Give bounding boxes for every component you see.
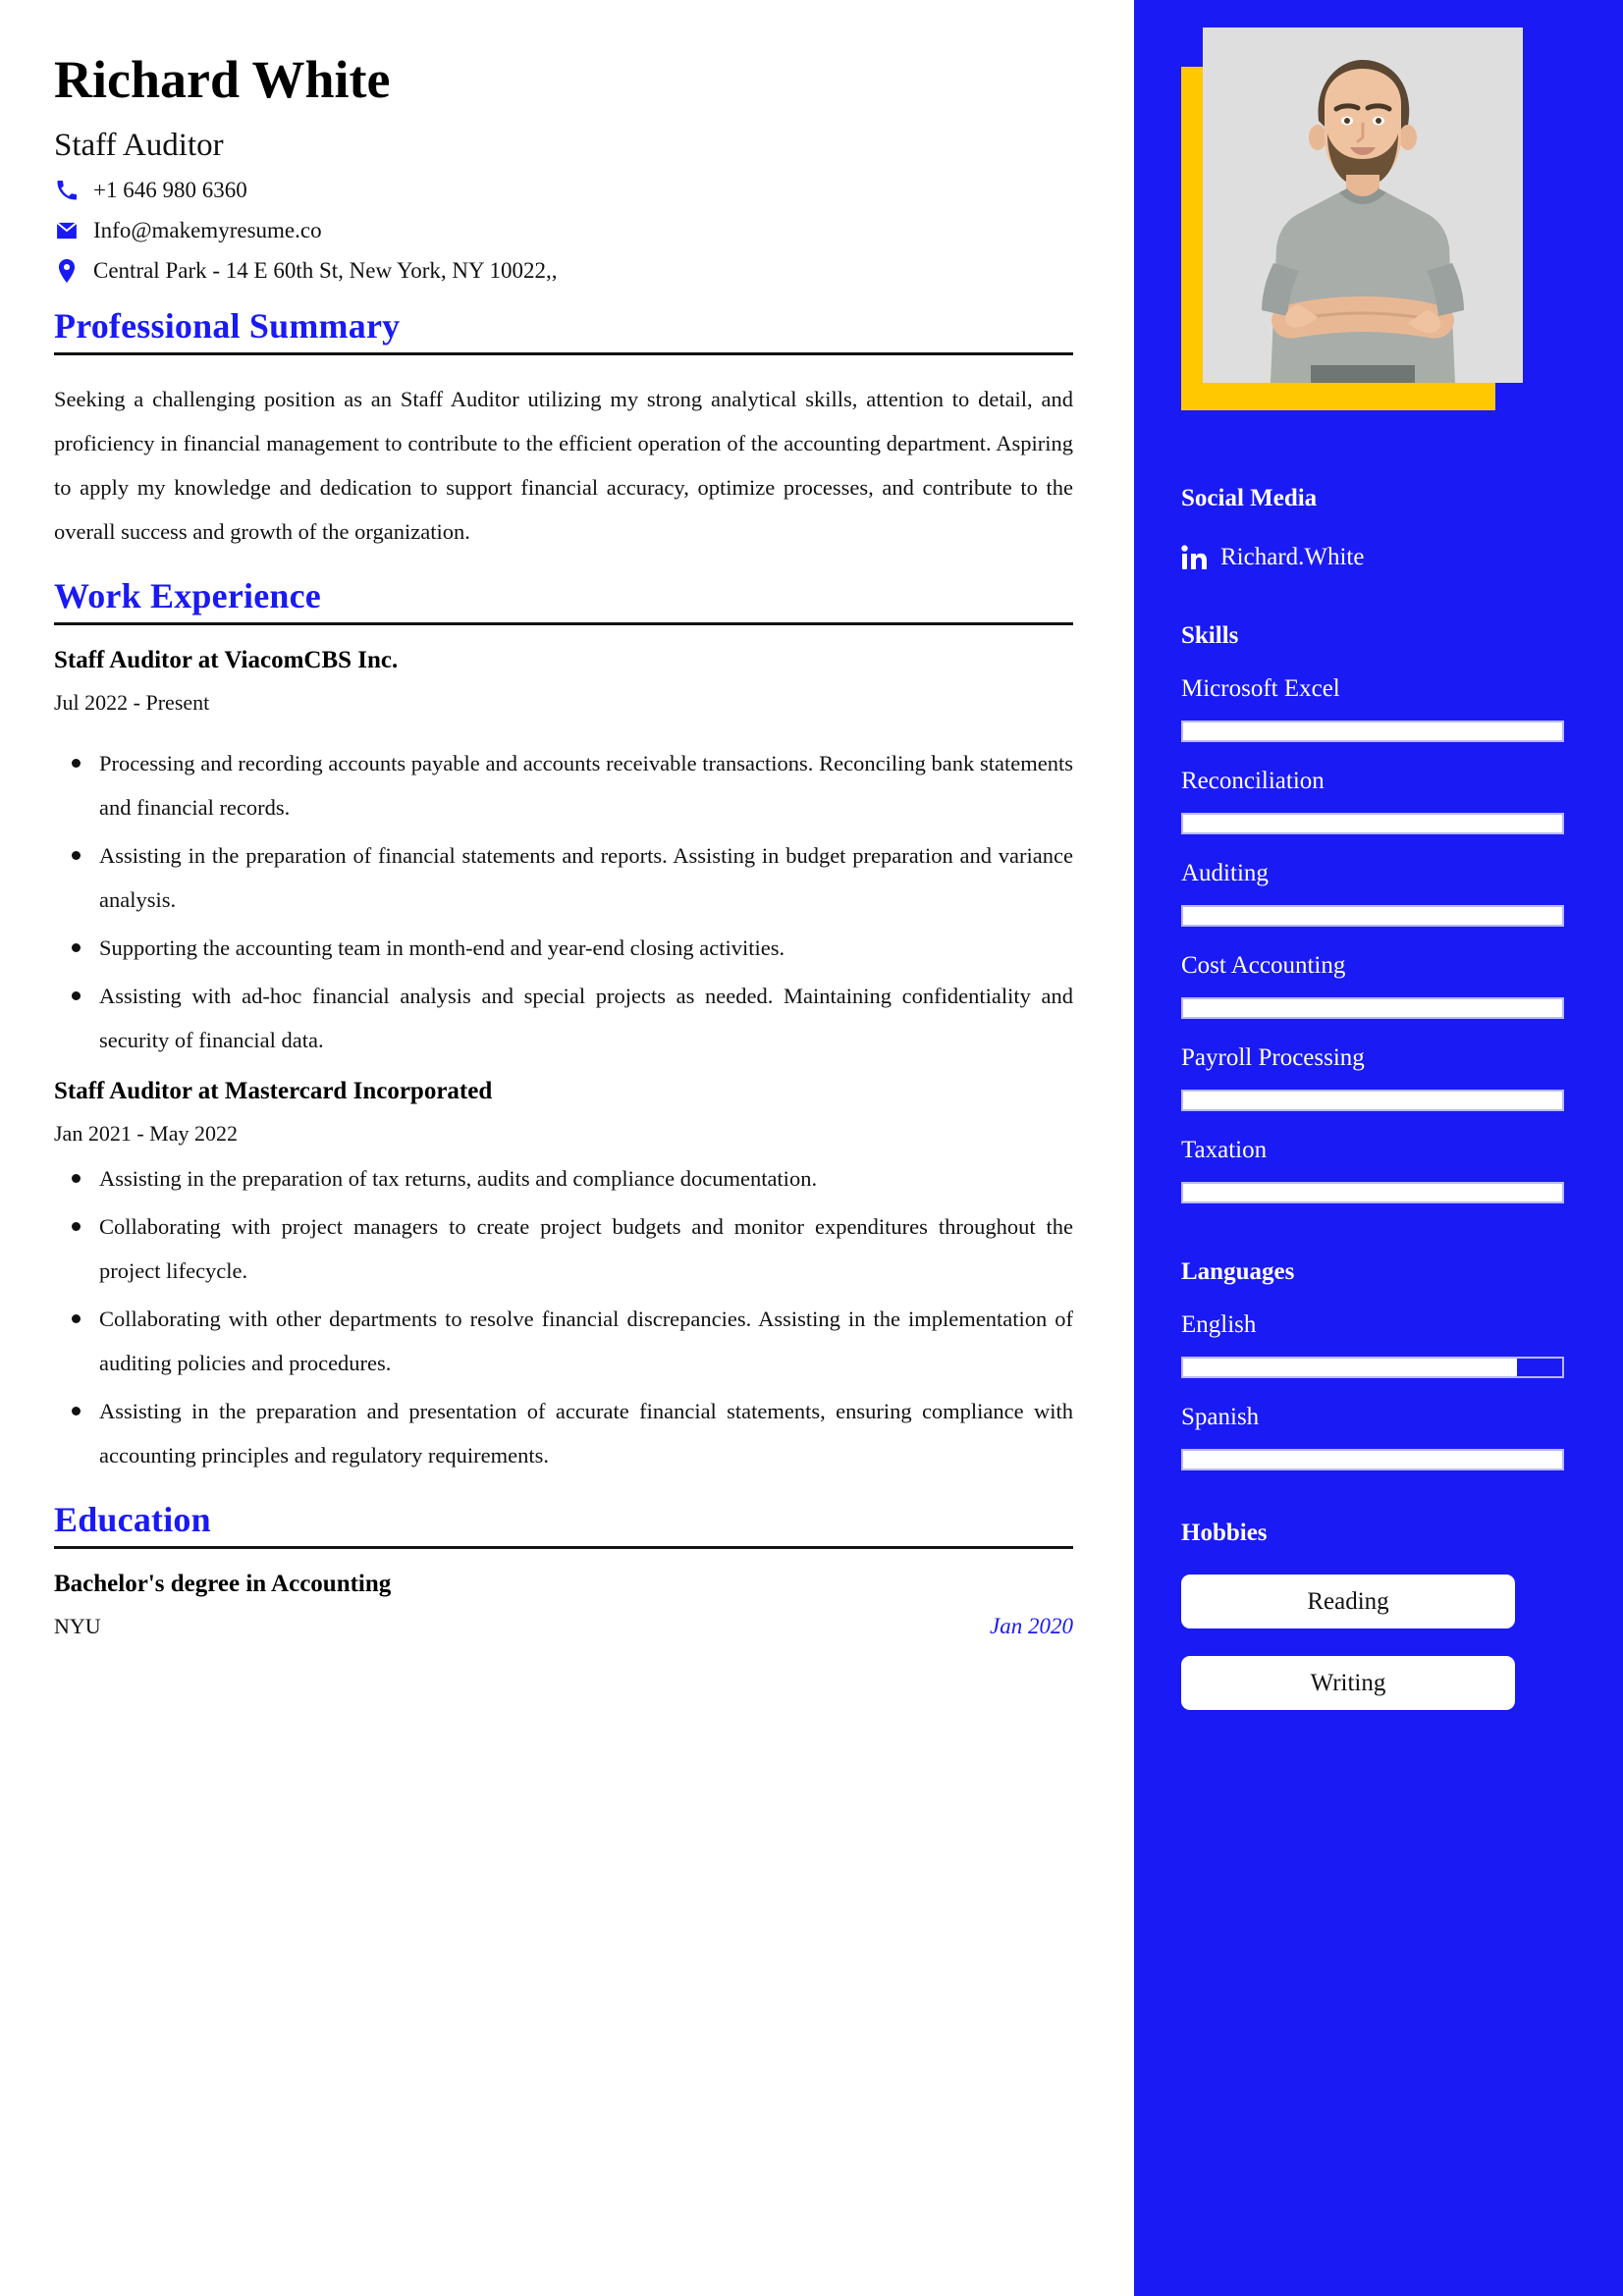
section-divider (54, 622, 1073, 625)
job-bullet-list (54, 741, 1073, 1062)
language-label: English (1181, 1311, 1257, 1338)
work-experience-entry (54, 647, 1073, 1062)
sidebar-section-title-skills: Skills (1181, 622, 1239, 649)
skill-level-fill (1183, 999, 1562, 1017)
list-item: Assisting with ad-hoc financial analysis and special projects as needed. Maintaining confidentiality and security of financial data. (99, 974, 1073, 1062)
section-title-education: Education (54, 1500, 211, 1540)
skill-item (1181, 860, 1564, 927)
list-item: Assisting in the preparation of financial statements and reports. Assisting in budget preparation and variance analysis. (99, 833, 1073, 922)
skill-level-fill (1183, 1184, 1562, 1201)
hobby-pill: Reading (1181, 1575, 1515, 1629)
professional-summary-text: Seeking a challenging position as an Staff Auditor utilizing my strong analytical skills, attention to detail, and proficiency in financial management to contribute to the efficient operation of the accounting department. Aspiring to apply my knowledge and dedication to support financial accuracy, optimize processes, and contribute to the overall success and growth of the organization. (54, 387, 1073, 545)
skill-label: Reconciliation (1181, 768, 1325, 794)
skill-label: Payroll Processing (1181, 1044, 1365, 1071)
sidebar-section-title-hobbies: Hobbies (1181, 1520, 1268, 1546)
job-title-subheading: Staff Auditor (54, 128, 224, 164)
skill-level-bar (1181, 1182, 1564, 1203)
job-heading: Staff Auditor at Mastercard Incorporated (54, 1078, 493, 1105)
list-item: Assisting in the preparation of tax returns, audits and compliance documentation. (99, 1156, 1073, 1201)
work-experience-entry (54, 1078, 1073, 1477)
sidebar-content (1134, 485, 1564, 1710)
language-item (1181, 1404, 1564, 1470)
language-item (1181, 1311, 1564, 1378)
sidebar-section-title-languages: Languages (1181, 1258, 1295, 1285)
contact-address-text: Central Park - 14 E 60th St, New York, NY 10022,, (93, 258, 558, 284)
job-dates: Jul 2022 - Present (54, 690, 210, 716)
avatar (1181, 27, 1523, 418)
language-level-fill (1183, 1359, 1517, 1376)
skill-item (1181, 952, 1564, 1019)
education-school: NYU (54, 1614, 101, 1639)
social-handle: Richard.White (1220, 544, 1365, 570)
skill-item (1181, 675, 1564, 742)
section-title-professional-summary: Professional Summary (54, 306, 401, 347)
education-degree: Bachelor's degree in Accounting (54, 1571, 392, 1598)
envelope-icon (54, 222, 80, 240)
list-item: Collaborating with other departments to resolve financial discrepancies. Assisting in the implementation of auditing policies and procedures. (99, 1297, 1073, 1385)
job-bullet-list (54, 1156, 1073, 1477)
skill-label: Cost Accounting (1181, 952, 1346, 979)
language-level-bar (1181, 1449, 1564, 1470)
skill-level-fill (1183, 815, 1562, 832)
skill-item (1181, 1137, 1564, 1203)
list-item: Supporting the accounting team in month-end and year-end closing activities. (99, 926, 1073, 970)
list-item: Collaborating with project managers to create project budgets and monitor expenditures throughout the project lifecycle. (99, 1204, 1073, 1293)
contact-email[interactable] (54, 218, 1073, 243)
sidebar-section-title-social-media: Social Media (1181, 485, 1318, 511)
skill-item (1181, 1044, 1564, 1111)
contact-list (54, 178, 1073, 284)
education-date: Jan 2020 (990, 1614, 1073, 1639)
list-item: Processing and recording accounts payable and accounts receivable transactions. Reconciling bank statements and financial records. (99, 741, 1073, 829)
skill-label: Taxation (1181, 1137, 1268, 1163)
skill-level-bar (1181, 997, 1564, 1019)
language-level-fill (1183, 1451, 1562, 1468)
job-heading: Staff Auditor at ViacomCBS Inc. (54, 647, 399, 674)
contact-address[interactable] (54, 258, 1073, 284)
contact-phone[interactable] (54, 178, 1073, 203)
job-dates: Jan 2021 - May 2022 (54, 1121, 238, 1147)
skill-item (1181, 768, 1564, 834)
skill-level-fill (1183, 1092, 1562, 1109)
language-label: Spanish (1181, 1404, 1260, 1430)
skill-level-fill (1183, 722, 1562, 740)
section-divider (54, 352, 1073, 355)
skill-level-bar (1181, 1090, 1564, 1111)
skill-label: Auditing (1181, 860, 1269, 886)
language-level-bar (1181, 1357, 1564, 1378)
profile-photo (1203, 27, 1523, 383)
education-row (54, 1614, 1073, 1639)
linkedin-icon (1181, 545, 1209, 570)
phone-icon (54, 180, 80, 201)
skill-level-bar (1181, 721, 1564, 742)
hobby-pill: Writing (1181, 1656, 1515, 1710)
page-title: Richard White (54, 50, 391, 109)
section-title-work-experience: Work Experience (54, 576, 321, 616)
contact-email-text: Info@makemyresume.co (93, 218, 322, 243)
skill-label: Microsoft Excel (1181, 675, 1340, 702)
skill-level-bar (1181, 813, 1564, 834)
social-link-linkedin[interactable] (1181, 544, 1564, 571)
contact-phone-text: +1 646 980 6360 (93, 178, 247, 203)
section-divider (54, 1546, 1073, 1549)
location-pin-icon (54, 259, 80, 283)
list-item: Assisting in the preparation and presentation of accurate financial statements, ensuring compliance with accounting principles and regulatory requirements. (99, 1389, 1073, 1477)
skill-level-bar (1181, 905, 1564, 927)
sidebar (1134, 0, 1623, 2296)
skill-level-fill (1183, 907, 1562, 925)
